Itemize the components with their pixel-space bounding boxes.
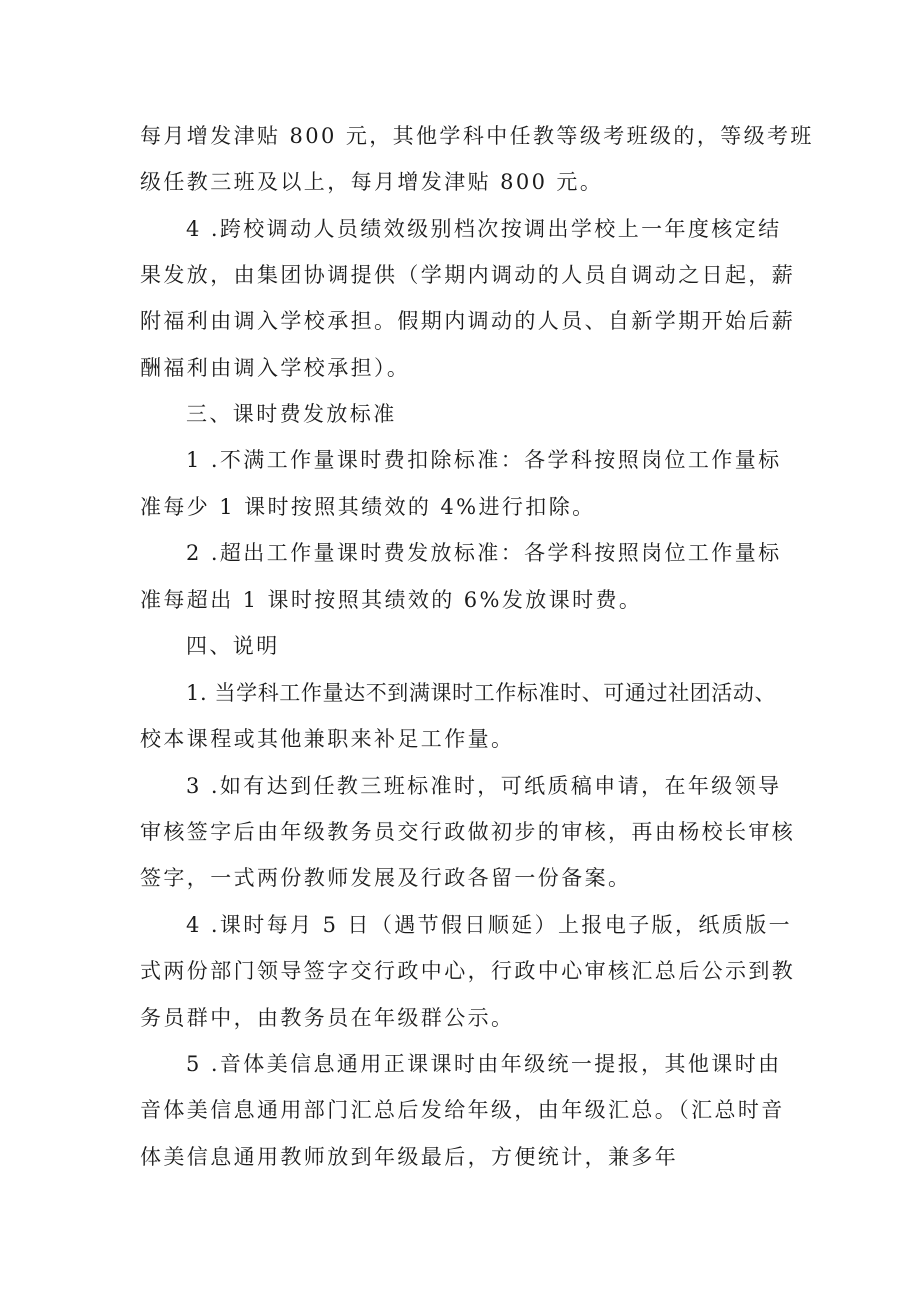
text-line: 体美信息通用教师放到年级最后，方便统计，兼多年 — [140, 1145, 679, 1169]
text-line: 每月增发津贴 800 元，其他学科中任教等级考班级的，等级考班 — [140, 124, 814, 148]
text-line: 签字，一式两份教师发展及行政各留一份备案。 — [140, 866, 632, 890]
text-line: 校本课程或其他兼职来补足工作量。 — [140, 727, 515, 751]
text-line: 准每少 1 课时按照其绩效的 4%进行扣除。 — [140, 495, 596, 519]
section-heading: 四、说明 — [186, 634, 280, 658]
paragraph-first-line: 5 .音体美信息通用正课课时由年级统一提报，其他课时由 — [186, 1052, 782, 1076]
text-line: 务员群中，由教务员在年级群公示。 — [140, 1006, 515, 1030]
paragraph-first-line: 4 .跨校调动人员绩效级别档次按调出学校上一年度核定结 — [186, 217, 782, 241]
text-line: 审核签字后由年级教务员交行政做初步的审核，再由杨校长审核 — [140, 820, 796, 844]
paragraph-first-line: 1. 当学科工作量达不到满课时工作标准时、可通过社团活动、 — [186, 681, 777, 705]
text-line: 果发放，由集团协调提供（学期内调动的人员自调动之日起，薪 — [140, 263, 796, 287]
text-line: 级任教三班及以上，每月增发津贴 800 元。 — [140, 170, 604, 194]
paragraph-first-line: 4 .课时每月 5 日（遇节假日顺延）上报电子版，纸质版一 — [186, 913, 793, 937]
paragraph-first-line: 3 .如有达到任教三班标准时，可纸质稿申请，在年级领导 — [186, 774, 782, 798]
paragraph-first-line: 2 .超出工作量课时费发放标准：各学科按照岗位工作量标 — [186, 541, 782, 565]
text-line: 准每超出 1 课时按照其绩效的 6%发放课时费。 — [140, 588, 643, 612]
text-line: 音体美信息通用部门汇总后发给年级，由年级汇总。（汇总时音 — [140, 1098, 785, 1122]
paragraph-first-line: 1 .不满工作量课时费扣除标准：各学科按照岗位工作量标 — [186, 448, 782, 472]
section-heading: 三、课时费发放标准 — [186, 402, 397, 426]
text-line: 附福利由调入学校承担。假期内调动的人员、自新学期开始后薪 — [140, 309, 796, 333]
text-line: 酬福利由调入学校承担）。 — [140, 356, 411, 380]
text-line: 式两份部门领导签字交行政中心，行政中心审核汇总后公示到教 — [140, 959, 796, 983]
